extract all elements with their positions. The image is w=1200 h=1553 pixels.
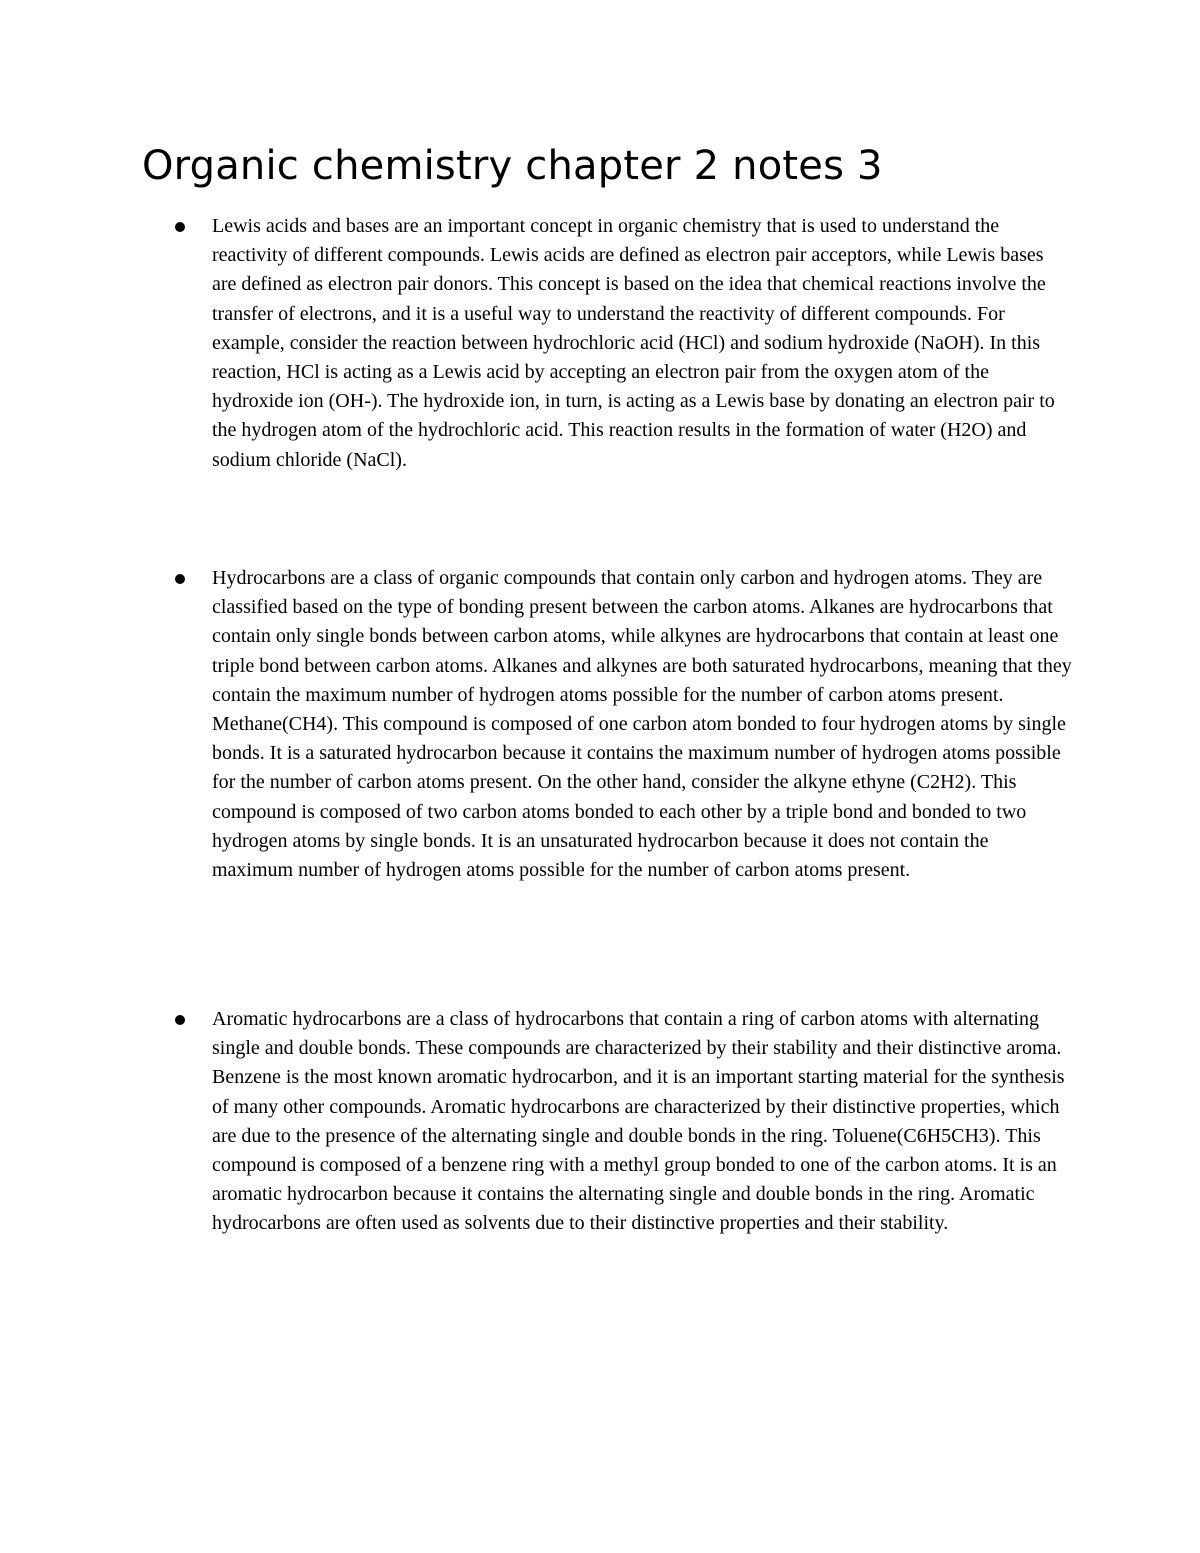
bullet-icon xyxy=(175,222,185,232)
list-item-text: Aromatic hydrocarbons are a class of hydrocarbons that contain a ring of carbon atoms with alternating single and double bonds. These compounds are characterized by their stability and their distinctive aroma. Benzene is the most known aromatic hydrocarbon, and it is an important starting material for the synthesis of many other compounds. Aromatic hydrocarbons are characterized by their distinctive properties, which are due to the presence of the alternating single and double bonds in the ring. Toluene(C6H5CH3). This compound is composed of a benzene ring with a methyl group bonded to one of the carbon atoms. It is an aromatic hydrocarbon because it contains the alternating single and double bonds in the ring. Aromatic hydrocarbons are often used as solvents due to their distinctive properties and their stability. xyxy=(212,1008,1065,1235)
bullet-icon xyxy=(175,1015,185,1025)
list-item-text: Hydrocarbons are a class of organic compounds that contain only carbon and hydrogen atoms. They are classified based on the type of bonding present between the carbon atoms. Alkanes are hydrocarbons that contain only single bonds between carbon atoms, while alkynes are hydrocarbons that contain at least one triple bond between carbon atoms. Alkanes and alkynes are both saturated hydrocarbons, meaning that they contain the maximum number of hydrogen atoms possible for the number of carbon atoms present. Methane(CH4). This compound is composed of one carbon atom bonded to four hydrogen atoms by single bonds. It is a saturated hydrocarbon because it contains the maximum number of hydrogen atoms possible for the number of carbon atoms present. On the other hand, consider the alkyne ethyne (C2H2). This compound is composed of two carbon atoms bonded to each other by a triple bond and bonded to two hydrogen atoms by single bonds. It is an unsaturated hydrocarbon because it does not contain the maximum number of hydrogen atoms possible for the number of carbon atoms present. xyxy=(212,567,1072,882)
page-title: Organic chemistry chapter 2 notes 3 xyxy=(142,143,883,189)
bullet-icon xyxy=(175,574,185,584)
list-item-text: Lewis acids and bases are an important concept in organic chemistry that is used to understand the reactivity of different compounds. Lewis acids are defined as electron pair acceptors, while Lewis bases are defined as electron pair donors. This concept is based on the idea that chemical reactions involve the transfer of electrons, and it is a useful way to understand the reactivity of different compounds. For example, consider the reaction between hydrochloric acid (HCl) and sodium hydroxide (NaOH). In this reaction, HCl is acting as a Lewis acid by accepting an electron pair from the oxygen atom of the hydroxide ion (OH-). The hydroxide ion, in turn, is acting as a Lewis base by donating an electron pair to the hydrogen atom of the hydrochloric acid. This reaction results in the formation of water (H2O) and sodium chloride (NaCl). xyxy=(212,215,1055,471)
